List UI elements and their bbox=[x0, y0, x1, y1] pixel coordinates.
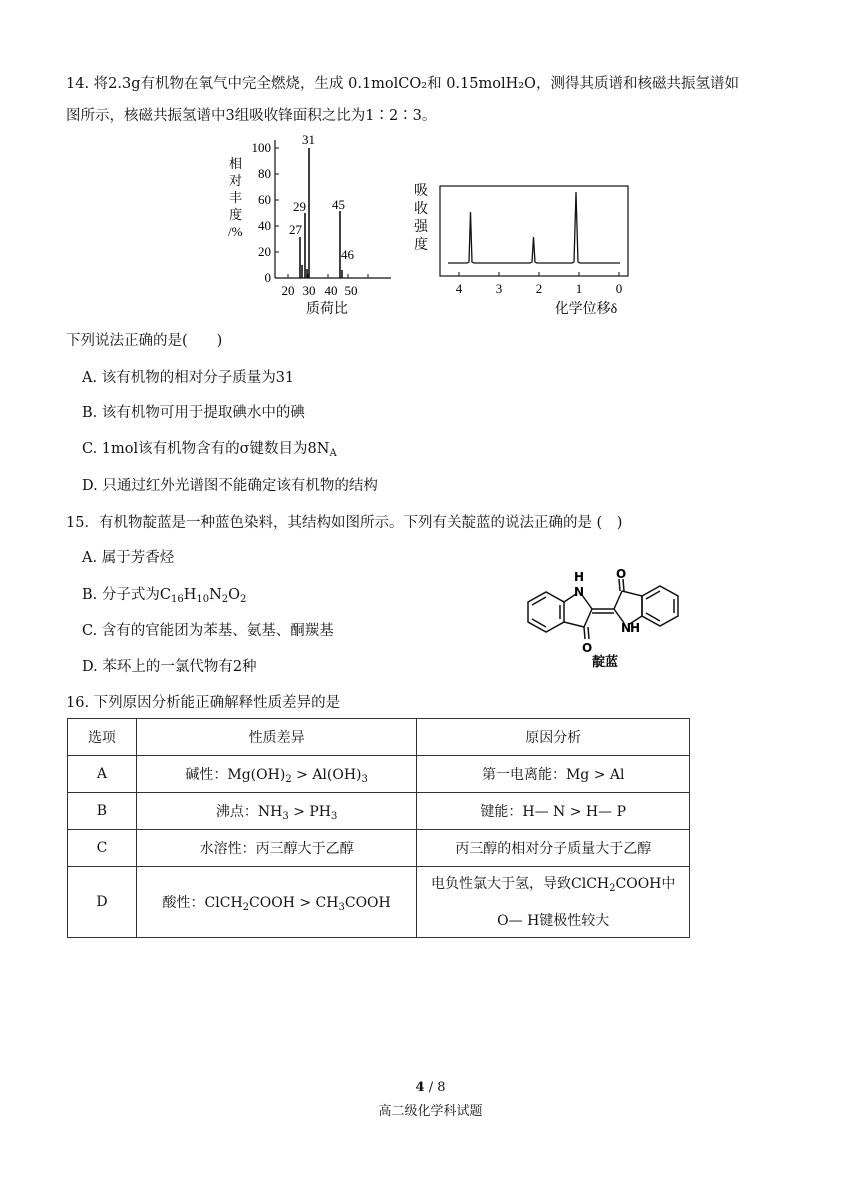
q15-b-pre: B. 分子式为C bbox=[82, 587, 171, 603]
ms-label-46: 46 bbox=[341, 247, 354, 262]
row-d-reason-end: COOH中 bbox=[615, 875, 676, 892]
row-a-prop-pre: 碱性：Mg(OH) bbox=[185, 766, 286, 783]
row-b-prop-mid: > PH bbox=[288, 803, 332, 820]
q15-b-o: O bbox=[228, 587, 241, 603]
row-d-reason-pre: 电负性氯大于氢，导致ClCH bbox=[431, 875, 610, 892]
indigo-atom-n-bottom: N bbox=[621, 621, 632, 635]
row-d-prop-s2: 3 bbox=[338, 901, 345, 913]
indigo-caption: 靛蓝 bbox=[592, 655, 619, 670]
q15-b-n: N bbox=[209, 587, 222, 603]
row-d-option: D bbox=[68, 867, 137, 938]
ms-xtick-50: 50 bbox=[344, 283, 358, 298]
ms-label-29: 29 bbox=[293, 199, 306, 214]
q15-b-sub4: 2 bbox=[240, 594, 247, 605]
row-d-property bbox=[136, 867, 417, 938]
nmr-xlabel: 化学位移δ bbox=[554, 302, 618, 317]
q14-question: 下列说法正确的是( ) bbox=[66, 333, 223, 349]
row-d-reason-line1 bbox=[421, 868, 685, 905]
ms-ytick-80: 80 bbox=[258, 166, 271, 181]
ms-ytick-0: 0 bbox=[264, 270, 271, 285]
q14-option-d: D. 只通过红外光谱图不能确定该有机物的结构 bbox=[82, 478, 378, 494]
header-reason: 原因分析 bbox=[417, 719, 690, 756]
row-b-reason: 键能：H— N > H— P bbox=[417, 793, 690, 830]
row-a-property bbox=[136, 756, 417, 793]
ms-xtick-40: 40 bbox=[324, 283, 338, 298]
row-d-prop-end: COOH bbox=[344, 894, 391, 911]
table-row bbox=[68, 867, 690, 938]
ms-ylabel-3: 度 bbox=[229, 207, 243, 222]
q14-option-c-text: C. 1mol该有机物含有的σ键数目为8N bbox=[82, 441, 330, 457]
q16-stem: 16. 下列原因分析能正确解释性质差异的是 bbox=[66, 695, 341, 711]
row-a-reason: 第一电离能：Mg > Al bbox=[417, 756, 690, 793]
header-option: 选项 bbox=[68, 719, 137, 756]
ms-xlabel: 质荷比 bbox=[306, 302, 348, 317]
nmr-ylabel-0: 吸 bbox=[414, 184, 428, 199]
row-c-option: C bbox=[68, 830, 137, 867]
q15-b-sub1: 16 bbox=[170, 594, 184, 605]
footer-subject: 高二级化学科试题 bbox=[378, 1104, 483, 1119]
q15-option-a: A. 属于芳香烃 bbox=[82, 550, 175, 566]
table-header-row bbox=[68, 719, 690, 756]
q14-option-b: B. 该有机物可用于提取碘水中的碘 bbox=[82, 405, 305, 421]
row-d-reason-line2: O— H键极性较大 bbox=[497, 912, 610, 929]
page-current: 4 bbox=[415, 1080, 425, 1095]
ms-label-27: 27 bbox=[289, 222, 302, 237]
header-property: 性质差异 bbox=[136, 719, 417, 756]
ms-label-45: 45 bbox=[332, 197, 345, 212]
nmr-spectrum-line bbox=[448, 192, 620, 263]
nmr-xtick-3: 3 bbox=[495, 281, 503, 296]
q15-b-sub3: 2 bbox=[221, 594, 229, 605]
q15-b-sub2: 10 bbox=[196, 594, 210, 605]
table-row bbox=[68, 756, 690, 793]
row-d-reason-sub: 2 bbox=[609, 882, 616, 894]
indigo-atom-h-top: H bbox=[574, 570, 585, 584]
q14-option-c bbox=[82, 437, 337, 459]
indigo-atom-o-bottom: O bbox=[582, 641, 593, 655]
row-b-prop-s2: 3 bbox=[331, 810, 338, 822]
row-b-property bbox=[136, 793, 417, 830]
row-d-prop-mid: COOH > CH bbox=[249, 894, 339, 911]
row-d-reason bbox=[417, 867, 690, 938]
ms-ytick-40: 40 bbox=[258, 218, 271, 233]
row-a-prop-s1: 2 bbox=[285, 773, 292, 785]
q14-stem-line1: 14. 将2.3g有机物在氧气中完全燃烧，生成 0.1molCO₂和 0.15molH₂O，测得其质谱和核磁共振氢谱如 bbox=[66, 76, 739, 92]
nmr-xtick-0: 0 bbox=[615, 281, 623, 296]
row-b-option: B bbox=[68, 793, 137, 830]
q15-option-c: C. 含有的官能团为苯基、氨基、酮羰基 bbox=[82, 623, 334, 639]
nmr-xtick-1: 1 bbox=[575, 281, 583, 296]
ms-label-31: 31 bbox=[302, 132, 315, 147]
page-number bbox=[0, 1080, 861, 1095]
nmr-ylabel-2: 强 bbox=[414, 220, 428, 235]
ms-xtick-20: 20 bbox=[281, 283, 295, 298]
q15-stem: 15．有机物靛蓝是一种蓝色染料，其结构如图所示。下列有关靛蓝的说法正确的是 ( ) bbox=[66, 515, 623, 531]
table-row bbox=[68, 830, 690, 867]
row-c-property: 水溶性：丙三醇大于乙醇 bbox=[136, 830, 417, 867]
indigo-atom-h-bottom: H bbox=[630, 621, 641, 635]
nmr-xtick-2: 2 bbox=[535, 281, 543, 296]
q15-b-h: H bbox=[183, 587, 197, 603]
ms-ylabel-4: /% bbox=[228, 224, 243, 239]
page-total: / 8 bbox=[428, 1080, 446, 1095]
mass-spectrum-chart bbox=[225, 128, 400, 320]
q14-stem-line2: 图所示，核磁共振氢谱中3组吸收锋面积之比为1∶2∶3。 bbox=[66, 108, 437, 124]
row-b-prop-pre: 沸点：NH bbox=[215, 803, 283, 820]
row-a-option: A bbox=[68, 756, 137, 793]
table-row bbox=[68, 793, 690, 830]
q15-option-b bbox=[82, 583, 246, 605]
q14-option-a: A. 该有机物的相对分子质量为31 bbox=[82, 370, 295, 386]
ms-ylabel-2: 丰 bbox=[229, 190, 243, 205]
nmr-spectrum-chart bbox=[408, 178, 638, 320]
ms-ytick-60: 60 bbox=[258, 192, 271, 207]
ms-ytick-100: 100 bbox=[251, 140, 271, 155]
ms-xtick-30: 30 bbox=[302, 283, 316, 298]
row-a-prop-s2: 3 bbox=[361, 773, 368, 785]
nmr-xtick-4: 4 bbox=[455, 281, 463, 296]
indigo-atom-o-top: O bbox=[616, 567, 627, 581]
ms-ylabel-0: 相 bbox=[229, 156, 243, 171]
ms-ylabel-1: 对 bbox=[229, 173, 243, 188]
row-d-prop-s1: 2 bbox=[242, 901, 250, 913]
nmr-ylabel-1: 收 bbox=[414, 202, 428, 217]
q14-option-c-sub: A bbox=[329, 448, 337, 459]
row-c-reason: 丙三醇的相对分子质量大于乙醇 bbox=[417, 830, 690, 867]
nmr-ylabel-3: 度 bbox=[414, 238, 428, 253]
row-b-prop-s1: 3 bbox=[282, 810, 289, 822]
indigo-structure bbox=[518, 565, 688, 670]
row-a-prop-mid: > Al(OH) bbox=[291, 766, 362, 783]
indigo-atom-n-top: N bbox=[574, 585, 585, 599]
ms-ytick-20: 20 bbox=[258, 244, 271, 259]
row-d-prop-pre: 酸性：ClCH bbox=[162, 894, 243, 911]
q16-table bbox=[67, 718, 690, 938]
q15-option-d: D. 苯环上的一氯代物有2种 bbox=[82, 659, 257, 675]
